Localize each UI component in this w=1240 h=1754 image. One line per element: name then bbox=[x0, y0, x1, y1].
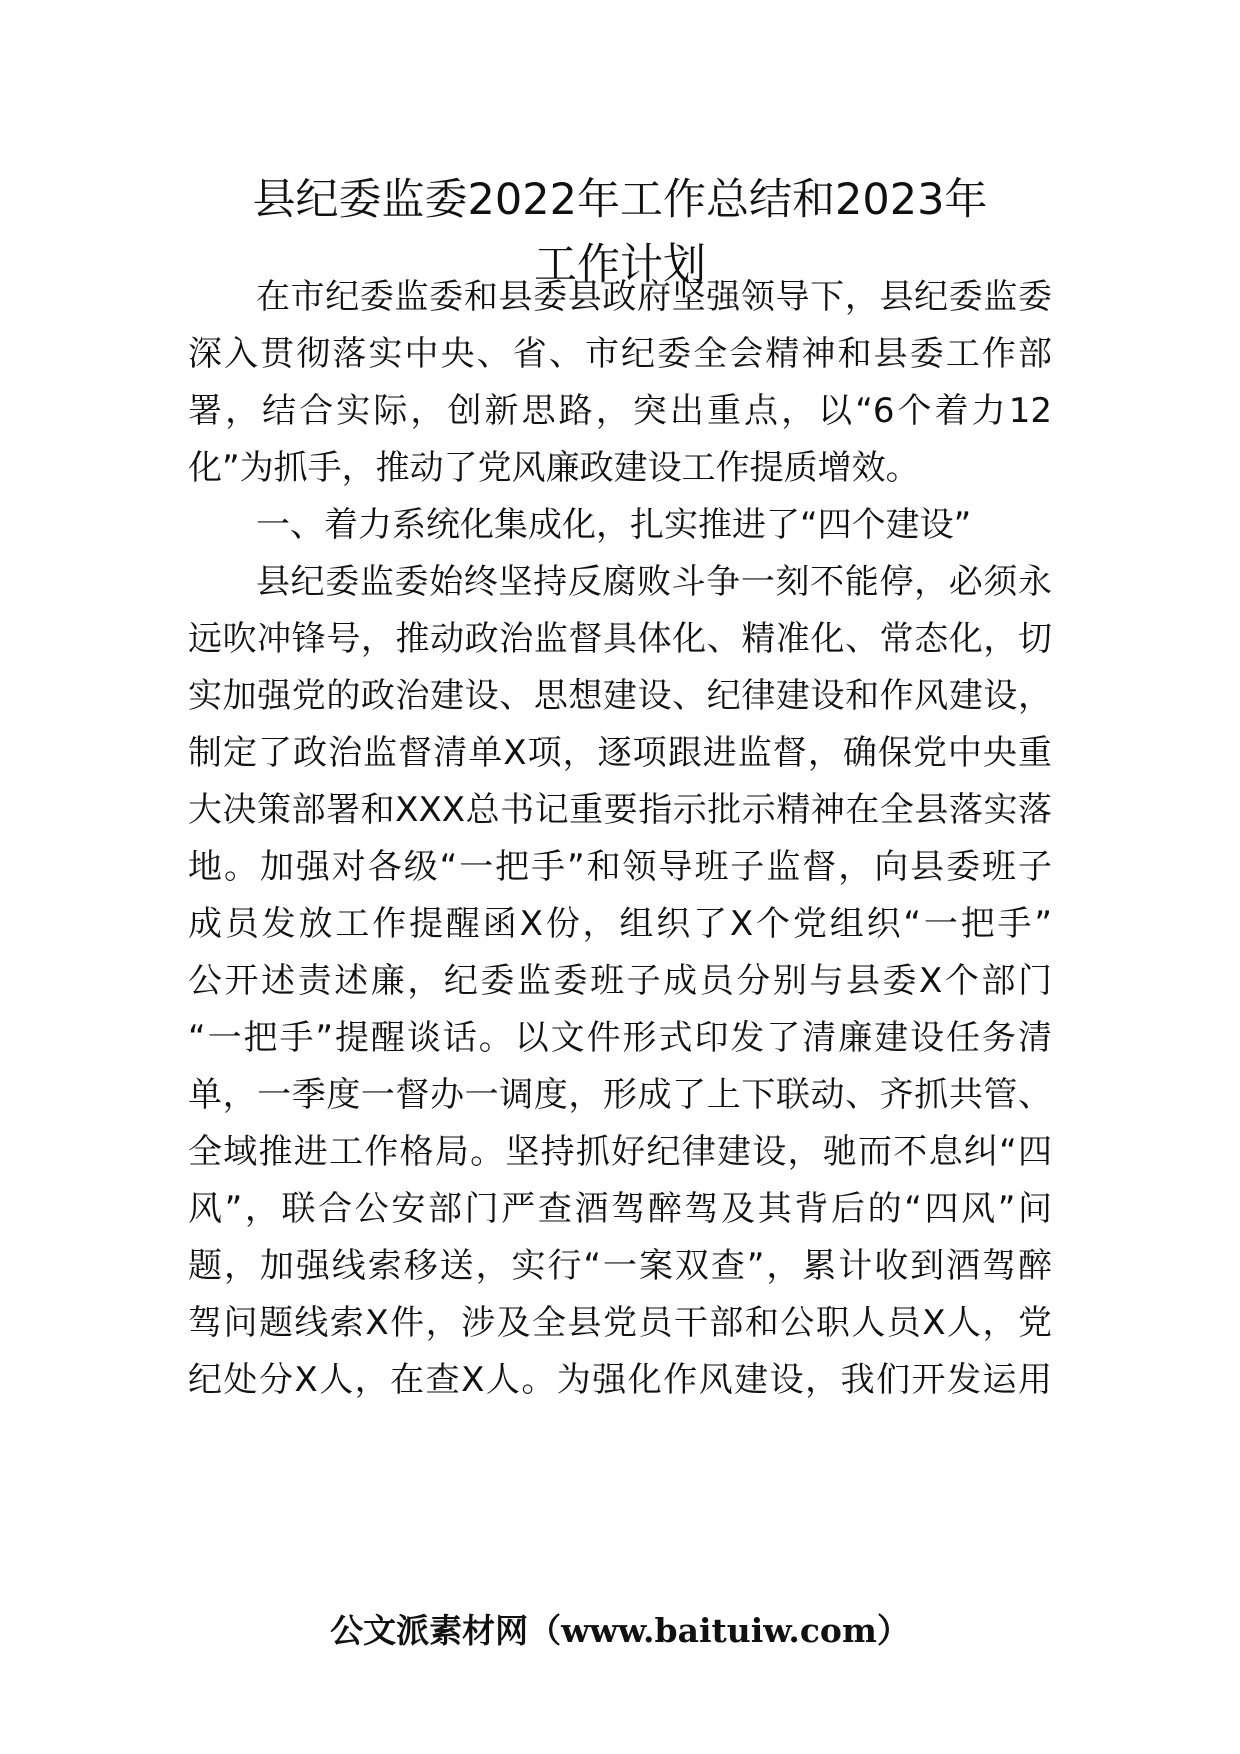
body-line: 驾问题线索X件，涉及全县党员干部和公职人员X人，党 bbox=[188, 1303, 1052, 1343]
body-line: 大决策部署和XXX总书记重要指示批示精神在全县落实落 bbox=[188, 790, 1052, 830]
section-heading: 一、着力系统化集成化，扎实推进了“四个建设” bbox=[256, 505, 972, 545]
body-line: 在市纪委监委和县委县政府坚强领导下，县纪委监委 bbox=[256, 277, 1052, 317]
body-line: 题，加强线索移送，实行“一案双查”，累计收到酒驾醉 bbox=[188, 1246, 1052, 1286]
body-line: 公开述责述廉，纪委监委班子成员分别与县委X个部门 bbox=[188, 961, 1052, 1001]
body-line: 深入贯彻落实中央、省、市纪委全会精神和县委工作部 bbox=[188, 334, 1052, 374]
body-line: 地。加强对各级“一把手”和领导班子监督，向县委班子 bbox=[188, 847, 1052, 887]
body-line: 制定了政治监督清单X项，逐项跟进监督，确保党中央重 bbox=[188, 733, 1052, 773]
body-line: 县纪委监委始终坚持反腐败斗争一刻不能停，必须永 bbox=[256, 562, 1052, 602]
body-line: 远吹冲锋号，推动政治监督具体化、精准化、常态化，切 bbox=[188, 619, 1052, 659]
body-line: 署，结合实际，创新思路，突出重点，以“6个着力12 bbox=[188, 391, 1052, 431]
body-line: 全域推进工作格局。坚持抓好纪律建设，驰而不息纠“四 bbox=[188, 1132, 1052, 1172]
body-line: “一把手”提醒谈话。以文件形式印发了清廉建设任务清 bbox=[188, 1018, 1052, 1058]
body-line: 纪处分X人，在查X人。为强化作风建设，我们开发运用 bbox=[188, 1360, 1052, 1400]
body-line: 化”为抓手，推动了党风廉政建设工作提质增效。 bbox=[188, 448, 920, 488]
body-line: 风”，联合公安部门严查酒驾醉驾及其背后的“四风”问 bbox=[188, 1189, 1052, 1229]
document-title-line-2: 工作计划 bbox=[534, 240, 706, 290]
document-title-line-1: 县纪委监委2022年工作总结和2023年 bbox=[252, 175, 988, 225]
body-line: 实加强党的政治建设、思想建设、纪律建设和作风建设， bbox=[188, 676, 1052, 716]
footer-source: 公文派素材网（www.baituiw.com） bbox=[330, 1611, 910, 1650]
body-line: 成员发放工作提醒函X份，组织了X个党组织“一把手” bbox=[188, 904, 1052, 944]
body-line: 单，一季度一督办一调度，形成了上下联动、齐抓共管、 bbox=[188, 1075, 1052, 1115]
